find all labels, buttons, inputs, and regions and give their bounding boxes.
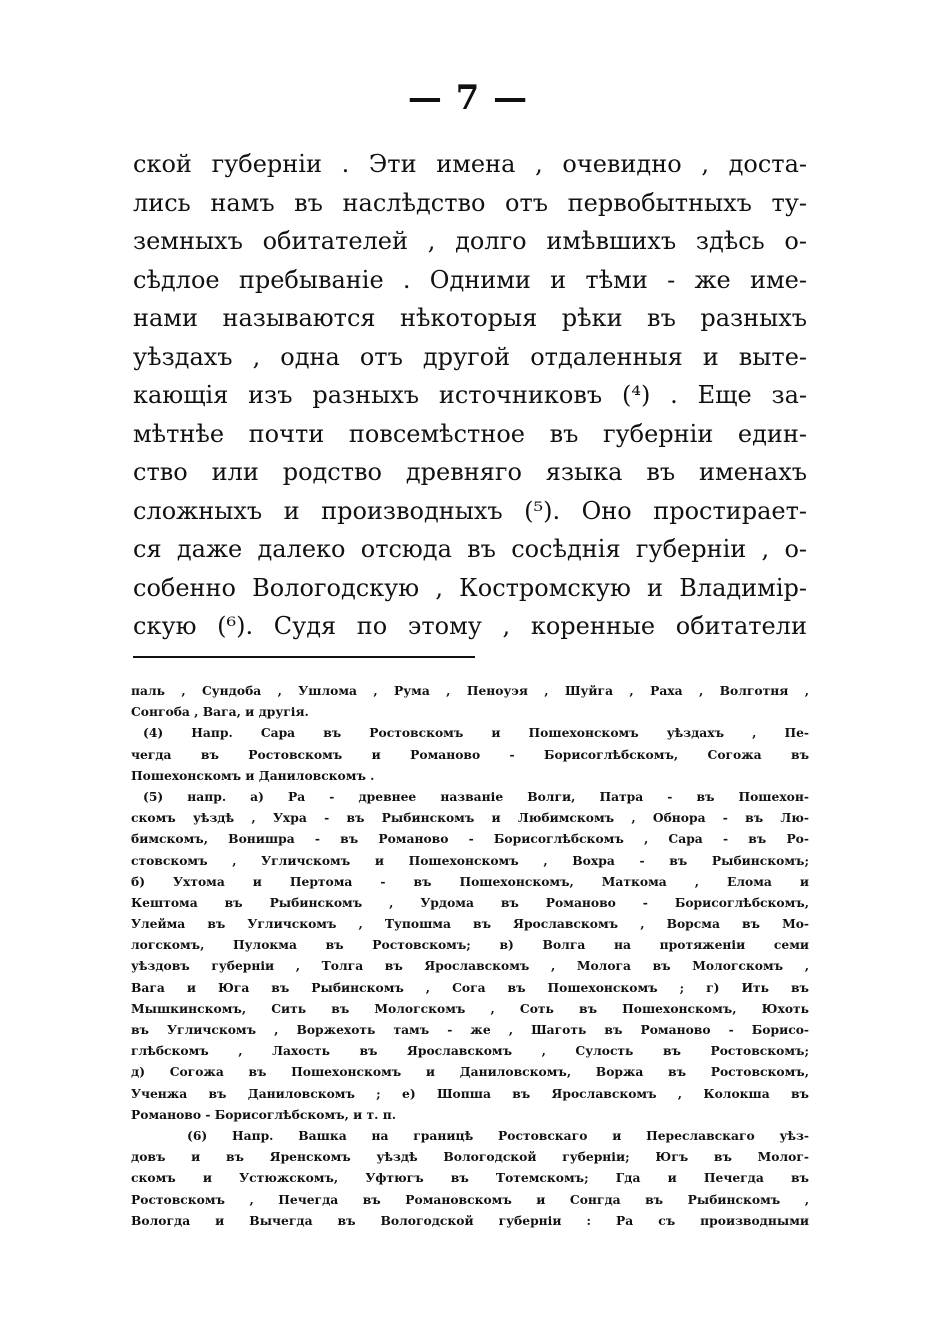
footnote-line: Вологда и Вычегда въ Вологодской губерніи : Ра съ производными: [131, 1212, 809, 1228]
footnote-line: глѣбскомъ , Лахость въ Ярославскомъ , Сулость въ Ростовскомъ;: [131, 1043, 809, 1059]
footnote-line: Пошехонскомъ и Даниловскомъ .: [131, 767, 375, 783]
main-text: [133, 145, 807, 646]
text-line: ской губерніи . Эти имена , очевидно , доста-: [133, 150, 807, 178]
footnote-line: логскомъ, Пулокма въ Ростовскомъ; в) Волга на протяженіи семи: [131, 937, 809, 953]
footnote-divider: [133, 656, 475, 658]
text-line: скую (⁶). Судя по этому , коренные обитатели: [133, 612, 807, 640]
footnote-line: паль , Сундоба , Ушлома , Рума , Пеноуэя , Шуйга , Раха , Волготня ,: [131, 683, 809, 698]
footnote-line: въ Угличскомъ , Воржехоть тамъ - же , Шаготь въ Романово - Борисо-: [131, 1022, 809, 1037]
footnote-line: уѣздовъ губерніи , Толга въ Ярославскомъ , Молога въ Мологскомъ ,: [131, 958, 809, 974]
footnote-line: б) Ухтома и Пертома - въ Пошехонскомъ, Маткома , Елома и: [131, 873, 809, 889]
text-line: мѣтнѣе почти повсемѣстное въ губерніи един-: [133, 419, 807, 448]
footnote-line: Романово - Борисоглѣбскомъ, и т. п.: [131, 1106, 396, 1122]
text-line: кающія изъ разныхъ источниковъ (⁴) . Еще за-: [133, 381, 807, 409]
footnote-line: чегда въ Ростовскомъ и Романово - Борисоглѣбскомъ, Согожа въ: [131, 746, 809, 762]
text-line: земныхъ обитателей , долго имѣвшихъ здѣсь о-: [133, 227, 807, 255]
footnote-line: (6) Напр. Вашка на границѣ Ростовскаго и Переславскаго уѣз-: [187, 1127, 809, 1143]
text-line: уѣздахъ , одна отъ другой отдаленныя и выте-: [133, 342, 807, 371]
footnotes: [131, 680, 809, 1231]
footnote-line: стовскомъ , Угличскомъ и Пошехонскомъ , Вохра - въ Рыбинскомъ;: [131, 852, 809, 868]
text-line: собенно Вологодскую , Костромскую и Владимір-: [133, 573, 807, 602]
text-line: сложныхъ и производныхъ (⁵). Оно простирает-: [133, 496, 807, 525]
footnote-line: Ростовскомъ , Печегда въ Романовскомъ и Сонгда въ Рыбинскомъ ,: [131, 1191, 809, 1207]
footnote-line: д) Согожа въ Пошехонскомъ и Даниловскомъ, Воржа въ Ростовскомъ,: [131, 1064, 809, 1080]
footnote-line: скомъ и Устюжскомъ, Уфтюгъ въ Тотемскомъ; Гда и Печегда въ: [131, 1170, 809, 1186]
text-line: лись намъ въ наслѣдство отъ первобытныхъ ту-: [133, 188, 807, 217]
text-line: ство или родство древняго языка въ именахъ: [133, 458, 807, 486]
footnote-line: скомъ уѣздѣ , Ухра - въ Рыбинскомъ и Любимскомъ , Обнора - въ Лю-: [131, 810, 809, 826]
footnote-line: Сонгоба , Вага, и другія.: [131, 704, 309, 720]
footnote-line: Улейма въ Угличскомъ , Тупошма въ Ярославскомъ , Ворсма въ Мо-: [131, 916, 809, 932]
text-line: нами называются нѣкоторыя рѣки въ разныхъ: [133, 304, 807, 332]
footnote-line: довъ и въ Яренскомъ уѣздѣ Вологодской губерніи; Югъ въ Молог-: [131, 1149, 809, 1165]
footnote-line: (5) напр. а) Ра - древнее названіе Волги, Патра - въ Пошехон-: [143, 788, 809, 804]
text-line: сѣдлое пребываніе . Одними и тѣми - же име-: [133, 265, 807, 294]
footnote-line: Мышкинскомъ, Сить въ Мологскомъ , Соть въ Пошехонскомъ, Юхоть: [131, 1000, 809, 1016]
footnote-line: Вага и Юга въ Рыбинскомъ , Сога въ Пошехонскомъ ; г) Ить въ: [131, 979, 809, 995]
footnote-line: (4) Напр. Сара въ Ростовскомъ и Пошехонскомъ уѣздахъ , Пе-: [143, 725, 809, 741]
footnote-line: Кештома въ Рыбинскомъ , Урдома въ Романово - Борисоглѣбскомъ,: [131, 894, 809, 910]
text-line: ся даже далеко отсюда въ сосѣднія губерніи , о-: [133, 535, 807, 563]
page-number: — 7 —: [407, 78, 529, 118]
footnote-line: Ученжа въ Даниловскомъ ; е) Шопша въ Ярославскомъ , Колокша въ: [131, 1085, 809, 1101]
footnote-line: бимскомъ, Вонишра - въ Романово - Борисоглѣбскомъ , Сара - въ Ро-: [131, 831, 809, 847]
